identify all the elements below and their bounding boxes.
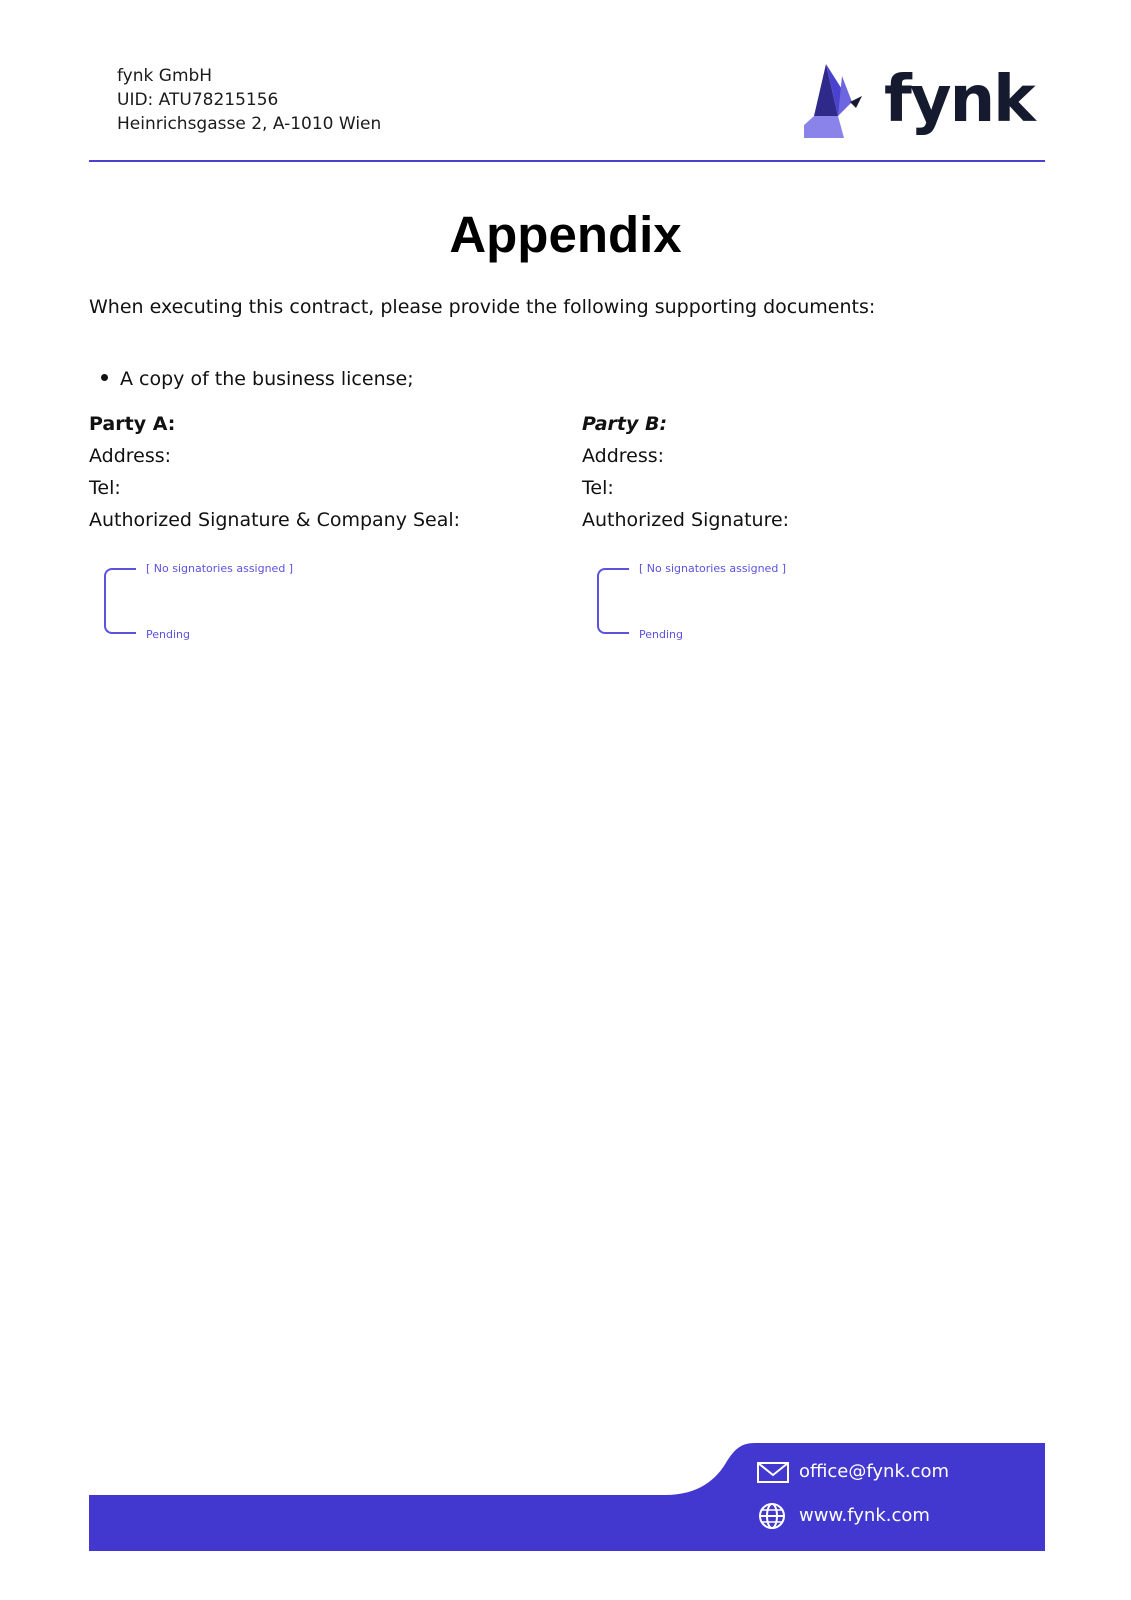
bird-icon	[804, 58, 884, 148]
intro-text: When executing this contract, please provide the following supporting documents:	[89, 296, 876, 318]
company-name: fynk GmbH	[117, 66, 213, 86]
globe-icon	[757, 1501, 789, 1531]
company-info	[117, 64, 381, 136]
party-a-heading: Party A:	[89, 413, 176, 435]
party-a-tel-label: Tel:	[89, 477, 121, 499]
footer-website-text: www.fynk.com	[799, 1505, 930, 1526]
signature-bracket	[104, 568, 136, 634]
bullet-dot	[101, 374, 108, 381]
signature-status: Pending	[146, 628, 190, 641]
party-b-signature-field[interactable]	[597, 562, 797, 645]
signature-status: Pending	[639, 628, 683, 641]
party-b-tel-label: Tel:	[582, 477, 614, 499]
fynk-logo	[804, 58, 1034, 148]
party-a-signature-label: Authorized Signature & Company Seal:	[89, 509, 461, 531]
page-title: Appendix	[449, 206, 682, 263]
signature-bracket	[597, 568, 629, 634]
footer-email-text: office@fynk.com	[799, 1461, 950, 1482]
party-a-block	[89, 408, 460, 536]
party-b-address-label: Address:	[582, 445, 665, 467]
logo-wordmark: fynk	[884, 63, 1034, 137]
party-b-heading: Party B:	[582, 413, 668, 435]
party-b-block	[582, 408, 789, 536]
list-item	[101, 366, 414, 392]
company-uid: UID: ATU78215156	[117, 90, 279, 110]
party-a-signature-field[interactable]	[104, 562, 304, 645]
signatory-placeholder: [ No signatories assigned ]	[639, 562, 787, 575]
company-address: Heinrichsgasse 2, A-1010 Wien	[117, 114, 382, 134]
list-item-text: A copy of the business license;	[120, 368, 414, 390]
party-a-address-label: Address:	[89, 445, 172, 467]
signatory-placeholder: [ No signatories assigned ]	[146, 562, 294, 575]
footer-bar	[89, 1443, 1045, 1551]
party-b-signature-label: Authorized Signature:	[582, 509, 790, 531]
envelope-icon	[757, 1457, 789, 1487]
header-divider	[89, 160, 1045, 162]
